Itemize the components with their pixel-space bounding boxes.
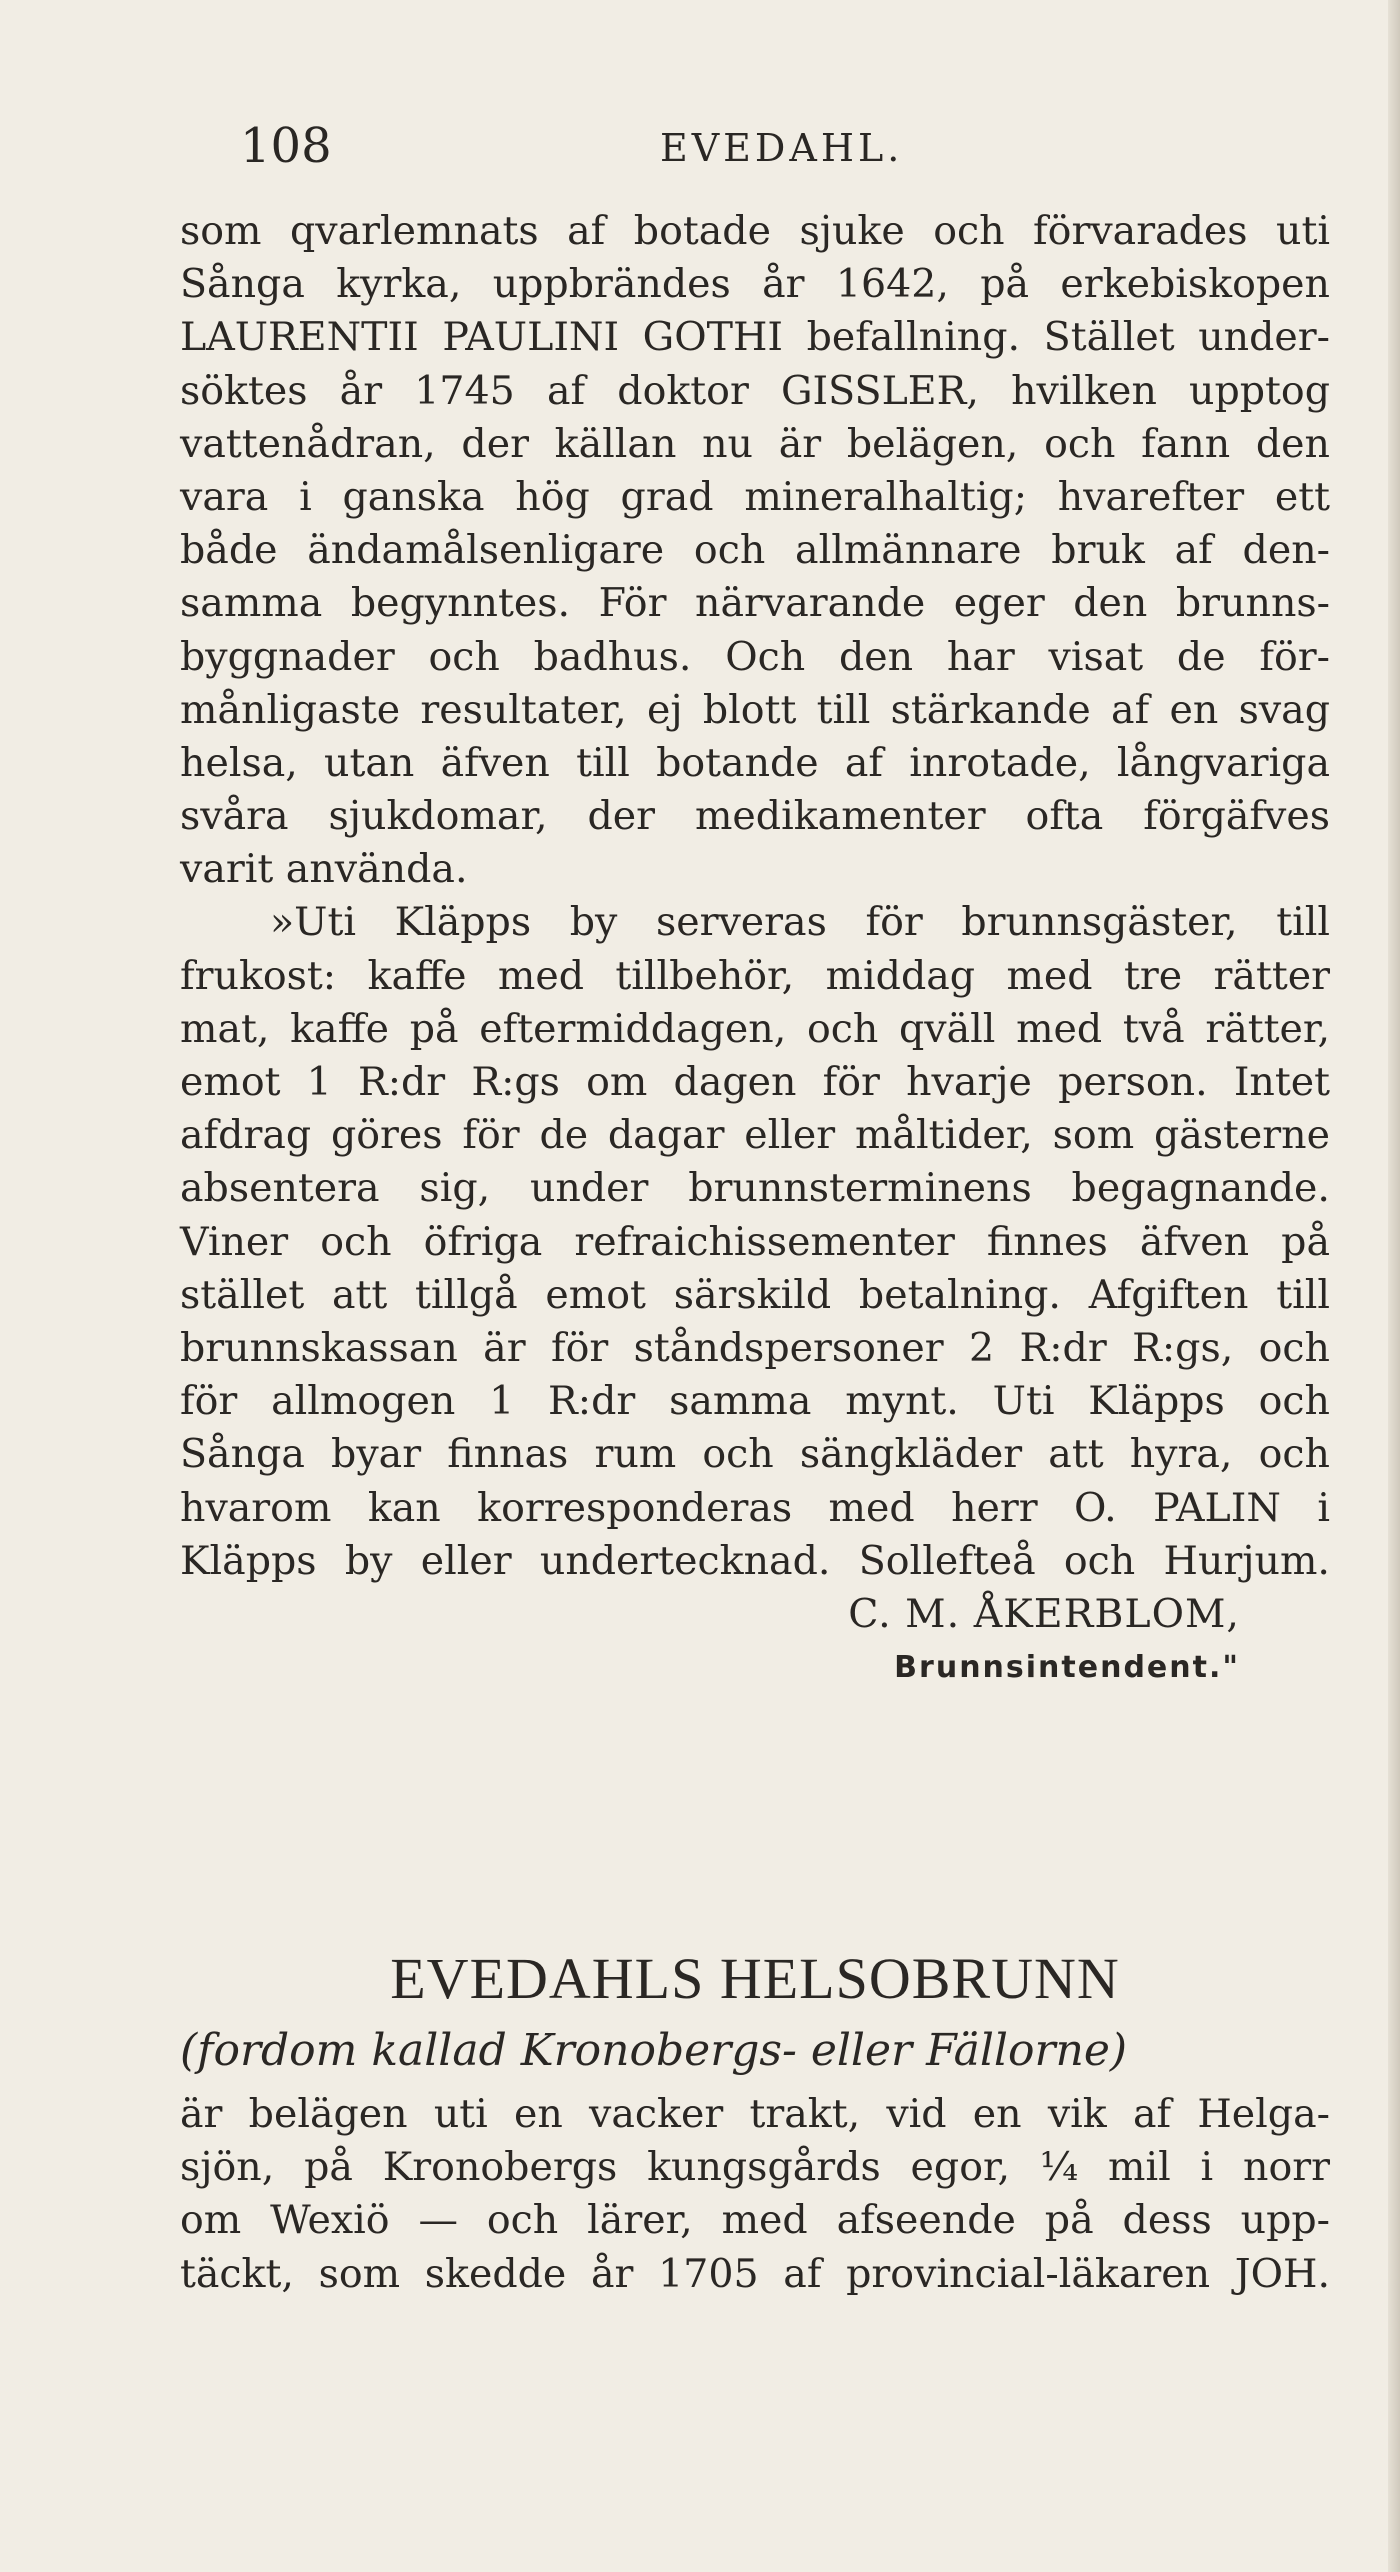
section-2-body: [180, 2088, 1330, 2301]
section-1-body: [180, 205, 1330, 1694]
text-line: som qvarlemnats af botade sjuke och förvarades uti: [180, 208, 1330, 254]
text-line: stället att tillgå emot särskild betalning. Afgiften till: [180, 1271, 1330, 1318]
page-edge: [1388, 0, 1400, 2572]
text-line: »Uti Kläpps by serveras för brunnsgäster, till: [270, 899, 1330, 946]
signature-title: Brunnsintendent.": [894, 1650, 1240, 1686]
text-line: frukost: kaffe med tillbehör, middag med tre rätter: [180, 952, 1330, 999]
text-line: sjön, på Kronobergs kungsgårds egor, ¼ mil i norr: [180, 2144, 1330, 2191]
text-line: vattenådran, der källan nu är belägen, och fann den: [180, 420, 1330, 467]
text-line: Viner och öfriga refraichissementer finnes äfven på: [180, 1218, 1330, 1265]
page-header: [240, 118, 1240, 188]
text-line: om Wexiö — och lärer, med afseende på dess upp-: [180, 2197, 1330, 2244]
text-line: är belägen uti en vacker trakt, vid en vik af Helga-: [180, 2091, 1330, 2137]
text-line: vara i ganska hög grad mineralhaltig; hvarefter ett: [180, 473, 1330, 520]
text-line: söktes år 1745 af doktor GISSLER, hvilken upptog: [180, 367, 1330, 414]
text-line: samma begynntes. För närvarande eger den brunns-: [180, 580, 1330, 627]
text-line: varit använda.: [180, 846, 468, 893]
text-line: svåra sjukdomar, der medikamenter ofta förgäfves: [180, 793, 1330, 840]
text-line: hvarom kan korresponderas med herr O. PALIN i: [180, 1484, 1330, 1531]
text-line: täckt, som skedde år 1705 af provincial-läkaren JOH.: [180, 2250, 1330, 2297]
text-line: absentera sig, under brunnsterminens begagnande.: [180, 1165, 1330, 1212]
text-line: månligaste resultater, ej blott till stärkande af en svag: [180, 686, 1330, 733]
page-number: 108: [240, 118, 332, 174]
running-head: EVEDAHL.: [660, 126, 904, 170]
text-line: helsa, utan äfven till botande af inrotade, långvariga: [180, 739, 1330, 786]
text-line: afdrag göres för de dagar eller måltider, som gästerne: [180, 1112, 1330, 1159]
text-line: Sånga kyrka, uppbrändes år 1642, på erkebiskopen: [180, 261, 1330, 308]
section-subtitle: (fordom kallad Kronobergs- eller Fällorne): [180, 2025, 1128, 2076]
text-line: LAURENTII PAULINI GOTHI befallning. Stället under-: [180, 314, 1330, 361]
text-line: mat, kaffe på eftermiddagen, och qväll med två rätter,: [180, 1005, 1330, 1052]
text-line: emot 1 R:dr R:gs om dagen för hvarje person. Intet: [180, 1059, 1330, 1105]
text-line: Kläpps by eller undertecknad. Sollefteå och Hurjum.: [180, 1537, 1330, 1584]
text-line: byggnader och badhus. Och den har visat de för-: [180, 633, 1330, 680]
text-line: både ändamålsenligare och allmännare bruk af den-: [180, 527, 1330, 574]
signature: C. M. ÅKERBLOM,: [848, 1590, 1240, 1637]
text-line: för allmogen 1 R:dr samma mynt. Uti Kläpps och: [180, 1378, 1330, 1425]
text-line: Sånga byar finnas rum och sängkläder att hyra, och: [180, 1431, 1330, 1478]
section-title: EVEDAHLS HELSOBRUNN: [390, 1946, 1120, 2011]
text-line: brunnskassan är för ståndspersoner 2 R:dr R:gs, och: [180, 1324, 1330, 1371]
